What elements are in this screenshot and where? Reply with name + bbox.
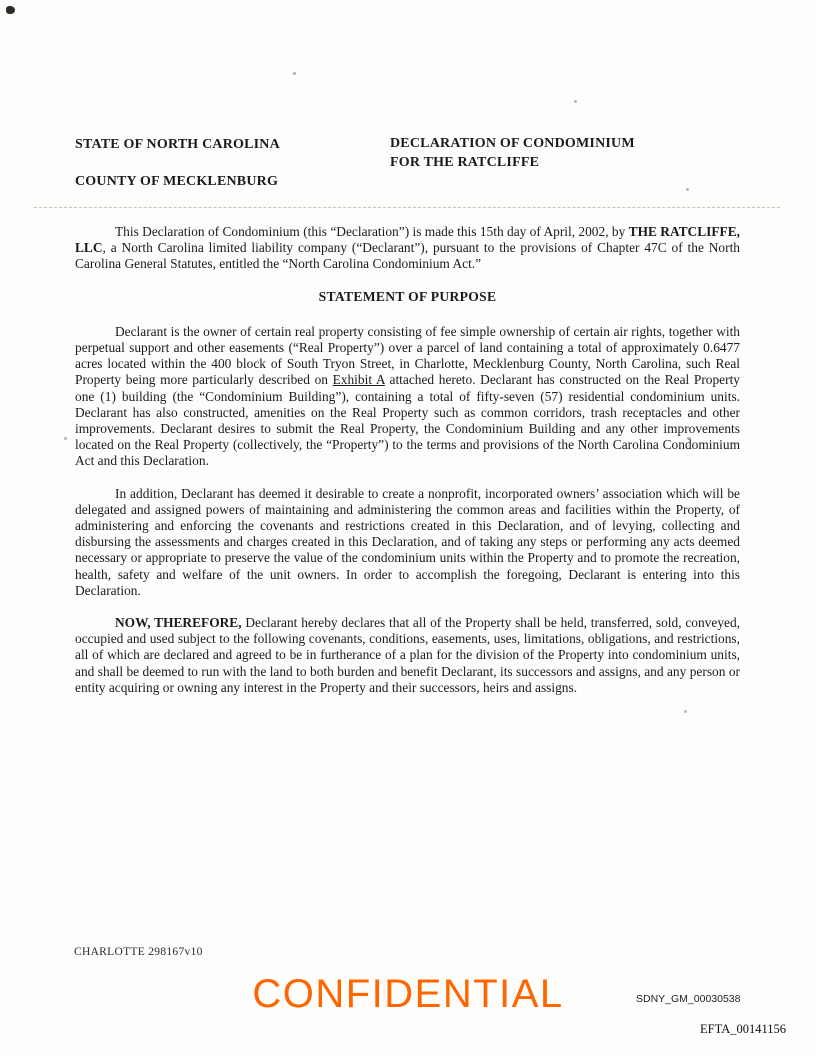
header-left-block xyxy=(75,137,280,190)
footer-doc-number: CHARLOTTE 298167v10 xyxy=(74,946,203,958)
bates-number-sdny: SDNY_GM_00030538 xyxy=(636,993,741,1005)
header-document-title xyxy=(390,134,635,172)
scan-speck xyxy=(293,72,296,75)
document-body xyxy=(75,224,740,712)
declarant-name-bold: THE RATCLIFFE, LLC xyxy=(75,224,740,256)
paragraph-purpose-text-cont: attached hereto. Declarant has constructed on the Real Property one (1) building (the “Condominium Building”), containing a total of fifty-seven (57) residential condominium units. Declarant has also constructed, amenities on the Real Property such as common corridors, trash receptacles and other improvements. Declarant desires to submit the Real Property, the Condominium Building and any other improvements located on the Real Property (collectively, the “Property”) to the terms and provisions of the North Carolina Condominium Act and this Declaration. xyxy=(75,372,741,469)
paragraph-declaration-text: This Declaration of Condominium (this “Declaration”) is made this 15th day of April, 2002, by xyxy=(115,224,629,239)
bates-number-efta: EFTA_00141156 xyxy=(700,1022,787,1036)
scan-speck xyxy=(6,6,15,14)
paragraph-declaration xyxy=(75,224,740,273)
scan-speck xyxy=(686,188,689,191)
paragraph-declaration-text-cont: , a North Carolina limited liability company (“Declarant”), pursuant to the provisions of Chapter 47C of the North Carolina General Statutes, entitled the “North Carolina Condominium Act.” xyxy=(75,240,740,272)
paragraph-purpose-text: Declarant is the owner of certain real property consisting of fee simple ownership of certain air rights, together with perpetual support and other easements (“Real Property”) over a parcel of land containing a total of approximately 0.6477 acres located within the 400 block of South Tryon Street, in Charlotte, Mecklenburg County, North Carolina, such Real Property being more particularly described on xyxy=(75,323,740,388)
paragraph-now-therefore-text: Declarant hereby declares that all of the Property shall be held, transferred, sold, conveyed, occupied and used subject to the following covenants, conditions, easements, uses, limitations, obligations, and restrictions, all of which are declared and agreed to be in furtherance of a plan for the division of the Property into condominium units, and shall be deemed to run with the land to both burden and benefit Declarant, its successors and assigns, and any person or entity acquiring or owning any interest in the Property and their successors, heirs and assigns. xyxy=(75,615,741,695)
header-state-line: STATE OF NORTH CAROLINA xyxy=(75,137,280,152)
scan-speck xyxy=(64,437,67,440)
scan-speck xyxy=(574,100,577,103)
paragraph-purpose xyxy=(75,324,740,470)
now-therefore-bold: NOW, THEREFORE, xyxy=(115,615,242,631)
document-title-line1: DECLARATION OF CONDOMINIUM xyxy=(390,136,635,151)
exhibit-a-reference: Exhibit A xyxy=(332,372,385,388)
scan-fold-line xyxy=(34,207,780,208)
paragraph-association: In addition, Declarant has deemed it desirable to create a nonprofit, incorporated owners’ association which will be delegated and assigned powers of maintaining and administering the common areas and facilities within the Property, of administering and enforcing the covenants and restrictions created in this Declaration, and of levying, collecting and disbursing the assessments and charges created in this Declaration, and of taking any steps or performing any acts deemed necessary or appropriate to preserve the value of the condominium units within the Property and to promote the recreation, health, safety and welfare of the unit owners. In order to accomplish the foregoing, Declarant is entering into this Declaration. xyxy=(75,485,740,598)
confidential-stamp: CONFIDENTIAL xyxy=(252,972,564,1016)
document-title-line2: FOR THE RATCLIFFE xyxy=(390,155,540,170)
header-county-line: COUNTY OF MECKLENBURG xyxy=(75,174,279,189)
section-heading-statement-of-purpose: STATEMENT OF PURPOSE xyxy=(318,288,497,304)
paragraph-now-therefore xyxy=(75,615,740,696)
